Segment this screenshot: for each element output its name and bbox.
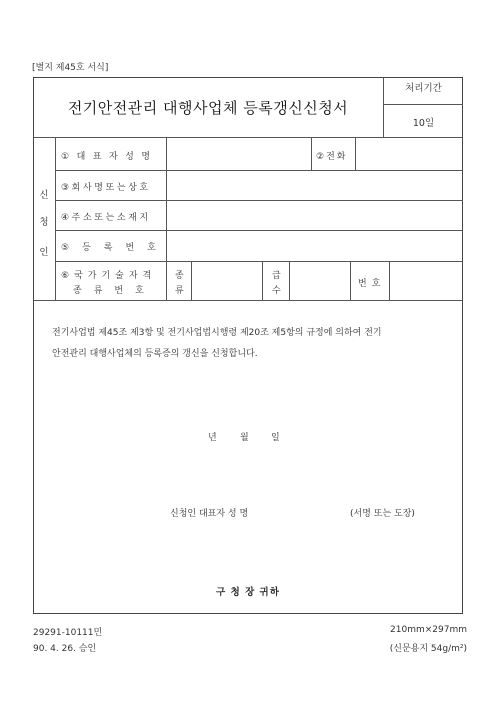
address-label: ④주소또는소재지	[61, 213, 151, 223]
kind-label-line2: 류	[175, 286, 186, 296]
kind-label-line1: 종	[175, 271, 186, 281]
phone-field[interactable]	[356, 138, 462, 170]
side-divider	[55, 137, 56, 300]
signature-note: (서명 또는 도장)	[350, 509, 415, 519]
grade-field[interactable]	[290, 262, 349, 299]
kind-field[interactable]	[192, 262, 261, 299]
company-field[interactable]	[167, 171, 462, 200]
application-statement	[52, 323, 452, 365]
form-code: 29291-10111민	[33, 628, 103, 638]
side-char: 인	[39, 247, 49, 258]
address-field[interactable]	[167, 201, 462, 230]
reg-no-field[interactable]	[167, 231, 462, 261]
grade-label-line2: 수	[272, 286, 283, 296]
form-number: [별지 제45호 서식]	[32, 63, 109, 73]
grade-label-line1: 급	[272, 271, 283, 281]
statement-line: 안전관리 대행사업체의 등록증의 갱신을 신청합니다.	[52, 349, 258, 359]
date-year: 년	[208, 433, 217, 443]
rep-name-label: ①대표자성명	[61, 152, 158, 162]
form-title: 전기안전관리 대행사업체 등록갱신신청서	[67, 98, 349, 117]
rep-name-field[interactable]	[167, 138, 310, 170]
paper-size: 210mm×297mm	[390, 625, 467, 635]
number-divider-left	[350, 261, 351, 300]
reg-no-label: ⑤등록번호	[61, 243, 169, 253]
side-char: 신	[39, 190, 49, 201]
phone-label: ②전화	[316, 152, 348, 162]
applicant-side-label	[33, 138, 55, 300]
company-label: ③회사명또는상호	[61, 183, 151, 193]
signature-label: 신청인 대표자 성 명	[170, 509, 249, 519]
period-inner-divider	[383, 104, 463, 105]
side-char: 청	[39, 217, 49, 228]
statement-line: 전기사업법 제45조 제3항 및 전기사업법시행령 제20조 제5항의 규정에 의하여 전기	[52, 328, 382, 338]
number-field[interactable]	[390, 262, 462, 299]
addressee: 구 청 장 귀하	[216, 587, 280, 598]
kind-divider-right	[262, 261, 263, 300]
date-day: 일	[271, 433, 280, 443]
phone-divider-left	[311, 137, 312, 170]
processing-period-label: 처리기간	[405, 83, 442, 94]
processing-period-value: 10일	[412, 118, 435, 129]
cert-label-line1: ⑥국가기술자격	[61, 271, 157, 281]
paper-type: (신문용지 54g/m²)	[389, 644, 467, 654]
number-label: 번호	[358, 279, 386, 289]
date-month: 월	[240, 433, 249, 443]
approval-date: 90. 4. 26. 승인	[33, 644, 97, 654]
cert-label-line2: 종류번호	[73, 286, 156, 296]
section-divider	[33, 300, 463, 301]
